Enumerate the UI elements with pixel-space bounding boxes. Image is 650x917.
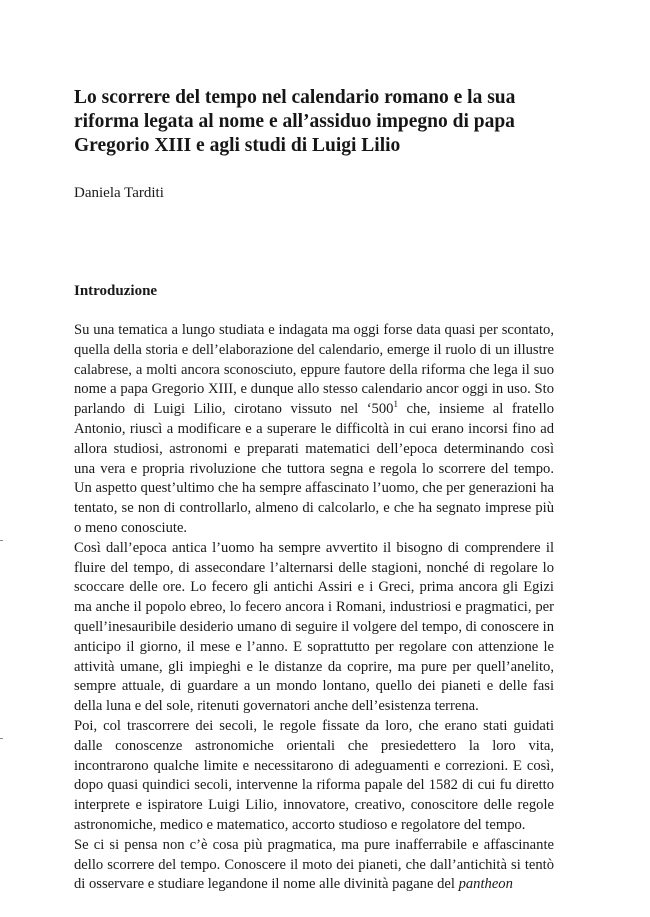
margin-mark (0, 540, 3, 541)
paragraph-1 (74, 321, 554, 539)
paragraph-4-text: Se ci si pensa non c’è cosa più pragmatica, ma pure inafferrabile e affascinante dello scorrere del tempo. Conoscere il moto dei pianeti, che dall’antichità si tentò di osservare e studiare legandone il nome alle divinità pagane del (74, 836, 554, 893)
paragraph-3: Poi, col trascorrere dei secoli, le regole fissate da loro, che erano stati guidati dalle conoscenze astronomiche orientali che presiedettero la loro vita, incontrarono qualche limite e necessitarono di adeguamenti e correzioni. E così, dopo quasi quindici secoli, intervenne la riforma papale del 1582 di cui fu diretto interprete e ispiratore Luigi Lilio, innovatore, creativo, conoscitore delle regole astronomiche, medico e matematico, accorto studioso e regolatore del tempo. (74, 717, 554, 833)
paragraph-1-text-cont: che, insieme al fratello Antonio, riuscì a modificare e a superare le difficoltà in cui erano incorsi fino ad allora studiosi, astronomi e preparati matematici dell’epoca determinando così una vera e propria rivoluzione che tuttora segna e regola lo scorrere del tempo. Un aspetto quest’ultimo che ha sempre affascinato l’uomo, che per generazioni ha tentato, se non di controllarlo, almeno di calcolarlo, e che ha segnato imprese più o meno conosciute. (74, 401, 554, 536)
article-page (74, 86, 554, 895)
paragraph-1-text: Su una tematica a lungo studiata e indagata ma oggi forse data quasi per scontato, quella della storia e dell’elaborazione del calendario, emerge il ruolo di un illustre calabrese, a molti ancora sconosciuto, eppure fautore della riforma che lega il suo nome a papa Gregorio XIII, e dunque allo stesso calendario ancor oggi in uso. Sto parlando di Luigi Lilio, cirotano vissuto nel ‘500 (74, 322, 554, 418)
article-body (74, 321, 554, 895)
section-heading: Introduzione (74, 283, 158, 299)
footnote-marker[interactable]: 1 (393, 399, 398, 410)
paragraph-4 (74, 836, 554, 895)
margin-mark (0, 738, 3, 739)
paragraph-2: Così dall’epoca antica l’uomo ha sempre avvertito il bisogno di comprendere il fluire del tempo, di assecondare l’alternarsi delle stagioni, nonché di regolare lo scoccare delle ore. Lo fecero gli antichi Assiri e i Greci, prima ancora gli Egizi ma anche il popolo ebreo, lo fecero ancora i Romani, industriosi e pragmatici, per quell’inesauribile desiderio umano di seguire il volgere del tempo, di conoscere in anticipo il giorno, il mese e l’anno. E soprattutto per regolare con attenzione le attività umane, gli impieghi e le distanze da coprire, ma pure per quell’anelito, sempre attuale, di guardare a un mondo lontano, quello dei pianeti e delle fasi della luna e del sole, ritenuti governatori anche dell’esistenza terrena. (74, 539, 554, 715)
article-title: Lo scorrere del tempo nel calendario romano e la sua riforma legata al nome e all’assiduo impegno di papa Gregorio XIII e agli studi di Luigi Lilio (74, 87, 516, 156)
article-author: Daniela Tarditi (74, 185, 164, 201)
paragraph-4-italic: pantheon (458, 876, 513, 893)
